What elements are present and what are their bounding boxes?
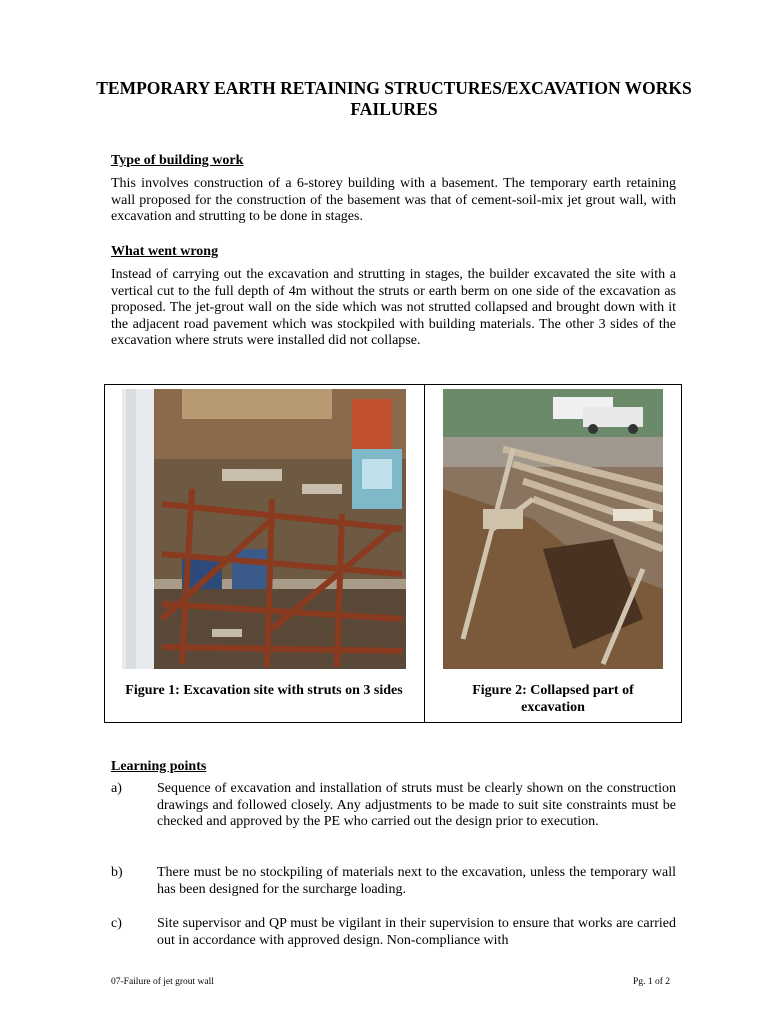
figure-table-divider bbox=[424, 385, 425, 722]
heading-learning-points: Learning points bbox=[111, 759, 207, 774]
learning-point-text: Sequence of excavation and installation of struts must be clearly shown on the construction drawings and followed closely. Any adjustments to be made to suit site constraints must be checked and approved by the PE who carried out the design prior to execution. bbox=[157, 781, 676, 830]
list-marker: c) bbox=[111, 916, 122, 931]
paragraph-what-went-wrong: Instead of carrying out the excavation and strutting in stages, the builder excavated the site with a vertical cut to the full depth of 4m without the struts or earth berm on one side of the excavation as proposed. The jet-grout wall on the side which was not strutted collapsed and brought down with it the adjacent road pavement which was stockpiled with building materials. The other 3 sides of the excavation where struts were installed did not collapse. bbox=[111, 267, 676, 349]
figure-table bbox=[104, 384, 682, 723]
figure-1-photo bbox=[122, 389, 406, 669]
figure-1-caption: Figure 1: Excavation site with struts on 3 sides bbox=[125, 683, 403, 698]
list-marker: a) bbox=[111, 781, 122, 796]
document-title: TEMPORARY EARTH RETAINING STRUCTURES/EXCAVATION WORKS FAILURES bbox=[96, 78, 692, 119]
collapsed-excavation-image bbox=[443, 389, 663, 669]
figure-2-photo bbox=[443, 389, 663, 669]
learning-point-text: There must be no stockpiling of materials next to the excavation, unless the temporary wall has been designed for the surcharge loading. bbox=[157, 865, 676, 897]
learning-point-text: Site supervisor and QP must be vigilant in their supervision to ensure that works are carried out in accordance with approved design. Non-compliance with bbox=[157, 916, 676, 948]
excavation-struts-image bbox=[122, 389, 406, 669]
heading-what-went-wrong: What went wrong bbox=[111, 244, 219, 259]
footer-document-id: 07-Failure of jet grout wall bbox=[111, 977, 214, 987]
heading-type-of-work: Type of building work bbox=[111, 153, 244, 168]
list-marker: b) bbox=[111, 865, 123, 880]
figure-2-caption: Figure 2: Collapsed part of excavation bbox=[472, 683, 634, 715]
paragraph-type-of-work: This involves construction of a 6-storey building with a basement. The temporary earth retaining wall proposed for the construction of the basement was that of cement-soil-mix jet grout wall, with excavation and strutting to be done in stages. bbox=[111, 176, 676, 225]
footer-page-number: Pg. 1 of 2 bbox=[633, 977, 670, 987]
